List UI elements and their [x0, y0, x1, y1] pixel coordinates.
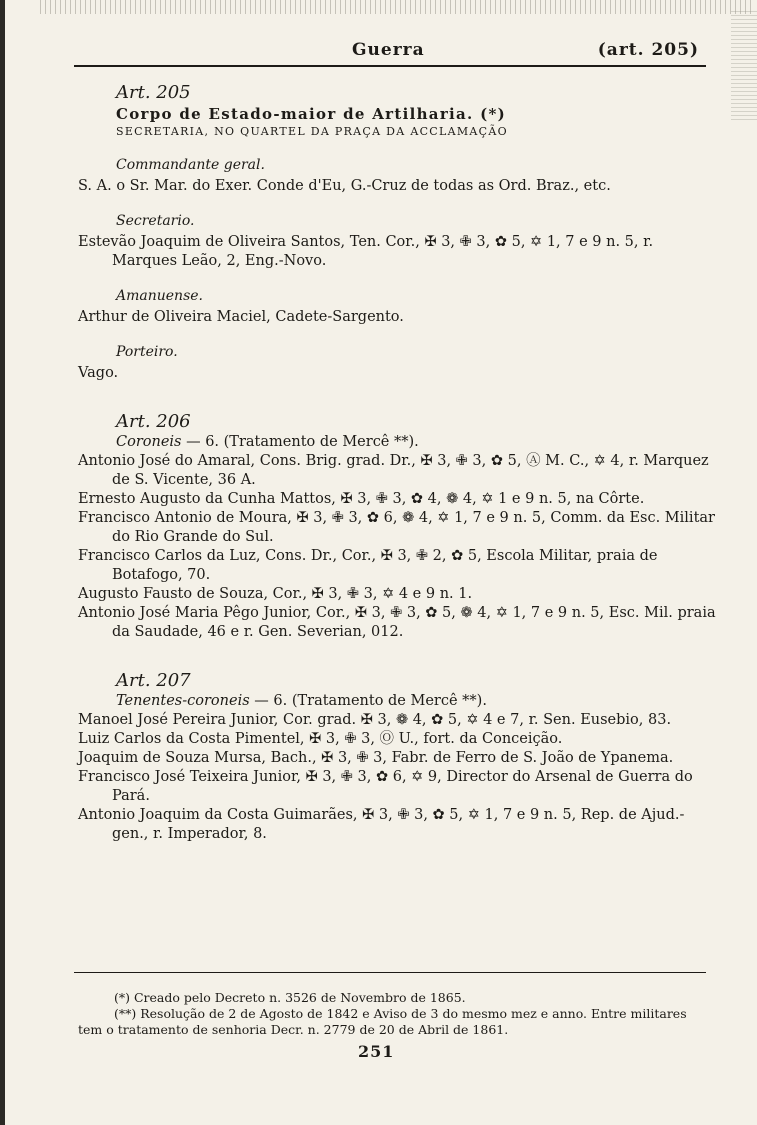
page-content [78, 82, 718, 844]
running-head-art: (art. 205) [597, 40, 699, 60]
entry: Manoel José Pereira Junior, Cor. grad. ✠ 3, ❁ 4, ✿ 5, ✡ 4 e 7, r. Sen. Eusebio, 83. [78, 712, 672, 728]
org-location: SECRETARIA, NO QUARTEL DA PRAÇA DA ACCLAMAÇÃO [116, 125, 508, 138]
entry: Luiz Carlos da Costa Pimentel, ✠ 3, ✙ 3, Ⓞ U., fort. da Conceição. [78, 731, 563, 747]
entry: Antonio Joaquim da Costa Guimarães, ✠ 3, ✙ 3, ✿ 5, ✡ 1, 7 e 9 n. 5, Rep. de Ajud.-gen., r. Imperador, 8. [78, 807, 685, 842]
subhead-coroneis [116, 433, 718, 452]
entry: Antonio José do Amaral, Cons. Brig. grad. Dr., ✠ 3, ✙ 3, ✿ 5, Ⓐ M. C., ✡ 4, r. Marquez de S. Vicente, 36 A. [78, 453, 709, 488]
subhead-rest: — 6. (Tratamento de Mercê **). [181, 434, 419, 450]
article-205-heading: Art. 205 [116, 82, 191, 103]
entry: Francisco José Teixeira Junior, ✠ 3, ✙ 3, ✿ 6, ✡ 9, Director do Arsenal de Guerra do Pará. [78, 769, 693, 804]
scan-noise-right [731, 10, 757, 120]
role-commandante: Commandante geral. [116, 157, 265, 173]
running-head [0, 40, 757, 64]
entry: Joaquim de Souza Mursa, Bach., ✠ 3, ✙ 3, Fabr. de Ferro de S. João de Ypanema. [78, 750, 674, 766]
subhead-italic: Coroneis [116, 434, 182, 450]
entry: Arthur de Oliveira Maciel, Cadete-Sargento. [78, 309, 404, 325]
entry: Estevão Joaquim de Oliveira Santos, Ten. Cor., ✠ 3, ✙ 3, ✿ 5, ✡ 1, 7 e 9 n. 5, r. Marques Leão, 2, Eng.-Novo. [78, 234, 654, 269]
role-amanuense: Amanuense. [116, 288, 203, 304]
scan-edge [0, 0, 5, 1125]
page-number: 251 [358, 1042, 395, 1061]
entry: Vago. [78, 365, 119, 381]
footnotes [78, 990, 714, 1038]
role-porteiro: Porteiro. [116, 344, 178, 360]
footnote-2: (**) Resolução de 2 de Agosto de 1842 e Aviso de 3 do mesmo mez e anno. Entre militares tem o tratamento de senhoria Decr. n. 2779 de 20 de Abril de 1861. [78, 1006, 687, 1037]
subhead-rest: — 6. (Tratamento de Mercê **). [249, 693, 487, 709]
header-rule [74, 65, 706, 67]
entry: Antonio José Maria Pêgo Junior, Cor., ✠ 3, ✙ 3, ✿ 5, ❁ 4, ✡ 1, 7 e 9 n. 5, Esc. Mil. praia da Saudade, 46 e r. Gen. Severian, 012. [78, 605, 716, 640]
running-head-title: Guerra [352, 40, 425, 60]
article-207-heading: Art. 207 [116, 670, 191, 691]
entry: Francisco Carlos da Luz, Cons. Dr., Cor., ✠ 3, ✙ 2, ✿ 5, Escola Militar, praia de Botafogo, 70. [78, 548, 658, 583]
article-206-heading: Art. 206 [116, 411, 191, 432]
entry: Francisco Antonio de Moura, ✠ 3, ✙ 3, ✿ 6, ❁ 4, ✡ 1, 7 e 9 n. 5, Comm. da Esc. Militar do Rio Grande do Sul. [78, 510, 715, 545]
role-secretario: Secretario. [116, 213, 195, 229]
entry: Augusto Fausto de Souza, Cor., ✠ 3, ✙ 3, ✡ 4 e 9 n. 1. [78, 586, 473, 602]
entry: S. A. o Sr. Mar. do Exer. Conde d'Eu, G.-Cruz de todas as Ord. Braz., etc. [78, 178, 611, 194]
footnote-1: (*) Creado pelo Decreto n. 3526 de Novembro de 1865. [114, 990, 466, 1005]
subhead-italic: Tenentes-coroneis [116, 693, 250, 709]
org-title: Corpo de Estado-maior de Artilharia. (*) [116, 105, 507, 123]
entry: Ernesto Augusto da Cunha Mattos, ✠ 3, ✙ 3, ✿ 4, ❁ 4, ✡ 1 e 9 n. 5, na Côrte. [78, 491, 645, 507]
footnote-rule [74, 972, 706, 973]
scan-noise [40, 0, 755, 14]
subhead-tenentes [116, 692, 718, 711]
